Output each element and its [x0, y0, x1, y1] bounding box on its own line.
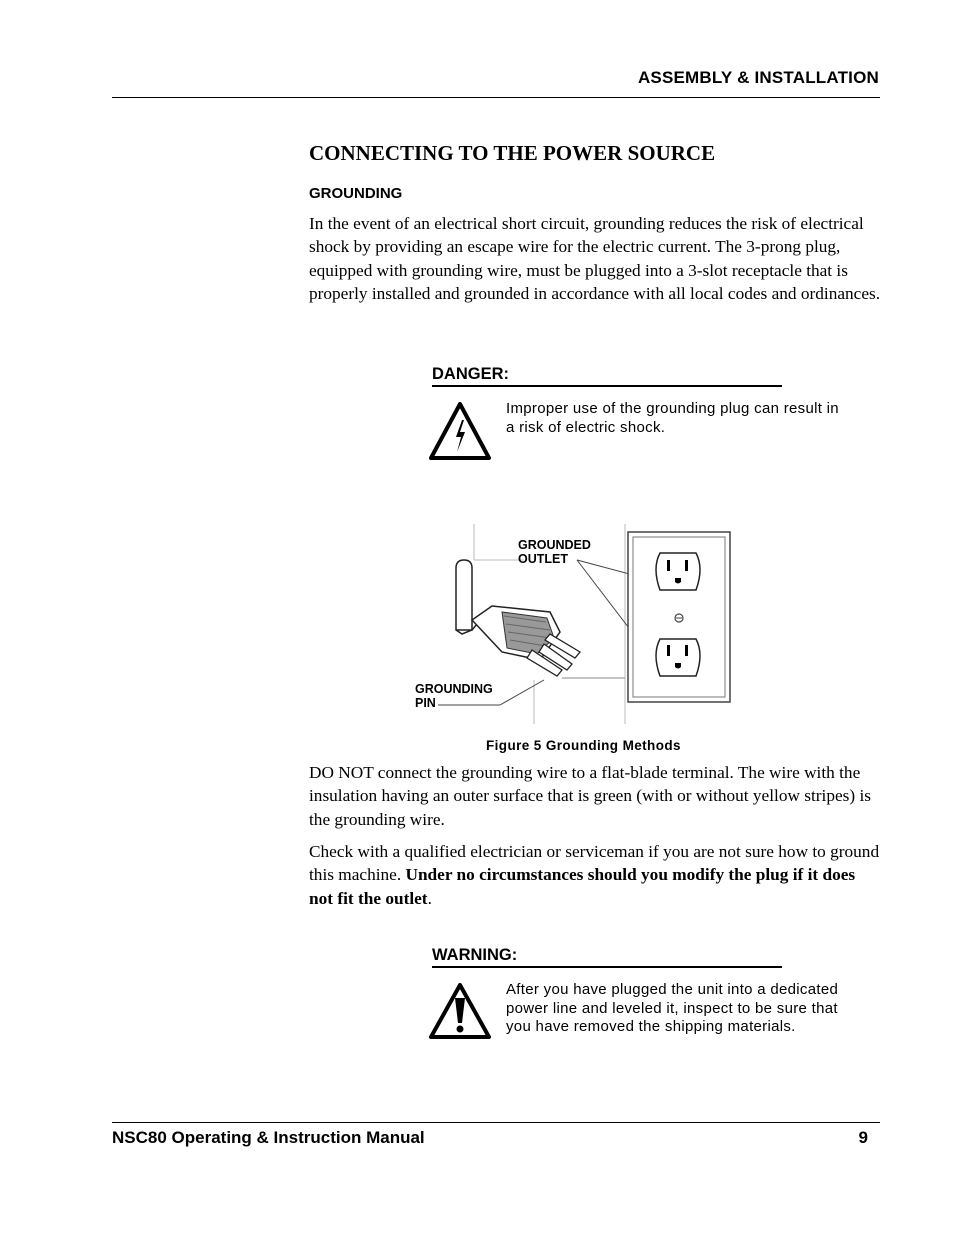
page-number: 9 [858, 1128, 868, 1147]
high-voltage-warning-icon [427, 400, 493, 467]
danger-rule [432, 385, 782, 387]
figure-caption: Figure 5 Grounding Methods [486, 738, 681, 753]
flat-blade-paragraph: DO NOT connect the grounding wire to a flat-blade terminal. The wire with the insulation having an outer surface that is green (with or without yellow stripes) is the grounding wire. [309, 763, 871, 829]
header-divider [112, 97, 880, 98]
warning-title: WARNING: [432, 946, 518, 964]
footer-manual-title: NSC80 Operating & Instruction Manual [112, 1128, 425, 1147]
danger-title: DANGER: [432, 365, 509, 383]
subsection-title: GROUNDING [309, 185, 403, 202]
danger-text: Improper use of the grounding plug can result in a risk of electric shock. [506, 400, 839, 436]
warning-text: After you have plugged the unit into a dedicated power line and leveled it, inspect to be sure that you have removed the shipping materials. [506, 981, 839, 1036]
grounding-methods-figure [412, 520, 742, 725]
modify-plug-warning-bold: Under no circumstances should you modify the plug if it does not fit the outlet [309, 865, 856, 908]
footer-divider [112, 1122, 880, 1123]
grounding-pin-label: GROUNDING PIN [415, 682, 493, 710]
exclamation-warning-icon [427, 981, 493, 1046]
electrician-paragraph: Check with a qualified electrician or serviceman if you are not sure how to ground this machine. Under no circumstances should you modify the plug if it does not fit the outlet. [309, 842, 880, 908]
section-title: CONNECTING TO THE POWER SOURCE [309, 141, 716, 165]
intro-paragraph: In the event of an electrical short circuit, grounding reduces the risk of electrical shock by providing an escape wire for the electric current. The 3-prong plug, equipped with grounding wire, must be plugged into a 3-slot receptacle that is properly installed and grounded in accordance with all local codes and ordinances. [309, 214, 881, 303]
warning-rule [432, 966, 782, 968]
running-header: ASSEMBLY & INSTALLATION [637, 68, 879, 87]
grounded-outlet-label: GROUNDED OUTLET [518, 538, 591, 566]
